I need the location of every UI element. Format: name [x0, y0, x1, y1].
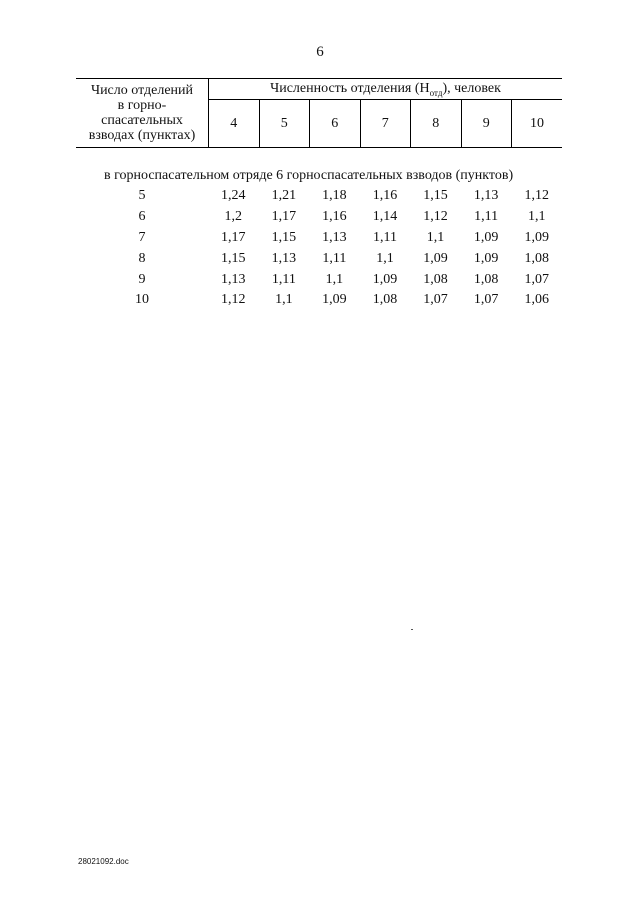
span-header-suffix: ), человек: [442, 80, 501, 96]
table-cell: 1,1: [527, 209, 546, 225]
table-cell: 1,11: [474, 209, 499, 225]
table-cell: 1,16: [322, 209, 347, 225]
table-cell: 1,09: [322, 292, 347, 308]
table-cell: 1,1: [376, 250, 394, 266]
table-cell: 1,11: [372, 229, 397, 245]
table-cell: 1,08: [473, 271, 499, 287]
table-cell: 1,21: [271, 188, 297, 204]
table-cell: 1,13: [271, 250, 297, 266]
column-header: 4: [209, 100, 260, 148]
row-label: 6: [138, 209, 146, 225]
table-row: [76, 207, 562, 228]
table-cell: 1,11: [271, 271, 296, 287]
table-cell: 1,09: [524, 229, 549, 245]
corner-header-line: Число отделений: [90, 83, 194, 98]
corner-header-line: взводах (пунктах): [88, 128, 196, 143]
corner-header-cell: [76, 79, 209, 148]
table-row: [76, 248, 562, 269]
column-header: 10: [512, 100, 563, 148]
table-cell: 1,09: [473, 250, 499, 266]
table-cell: 1,15: [423, 188, 448, 204]
table-cell: 1,11: [322, 250, 347, 266]
table-cell: 1,17: [221, 229, 246, 245]
table-cell: 1,09: [423, 250, 448, 266]
table-cell: 1,07: [524, 271, 549, 287]
table-cell: 1,15: [221, 250, 246, 266]
span-header-prefix: Численность отделения (Н: [270, 80, 430, 96]
table-cell: 1,12: [423, 209, 448, 225]
section-caption: в горноспасательном отряде 6 горноспасательных взводов (пунктов): [104, 168, 514, 183]
span-header-subscript: отд: [429, 87, 443, 98]
column-header: 7: [360, 100, 411, 148]
table-cell: 1,09: [372, 271, 398, 287]
table-cell: 1,13: [473, 188, 499, 204]
table-cell: 1,07: [423, 292, 448, 308]
table-cell: 1,12: [221, 292, 246, 308]
column-header: 9: [461, 100, 512, 148]
data-table: [76, 186, 562, 311]
column-header: 5: [259, 100, 310, 148]
table-cell: 1,1: [325, 271, 344, 287]
footer-file-name: 28021092.doc: [78, 857, 129, 866]
table-cell: 1,16: [372, 188, 398, 204]
row-label: 7: [138, 229, 146, 245]
table-cell: 1,18: [322, 188, 347, 204]
table-cell: 1,17: [271, 209, 297, 225]
table-cell: 1,1: [426, 229, 445, 245]
page-number: 6: [316, 44, 324, 60]
table-cell: 1,08: [423, 271, 448, 287]
table-cell: 1,13: [221, 271, 246, 287]
table-cell: 1,24: [221, 188, 246, 204]
table-cell: 1,13: [322, 229, 347, 245]
table-row: [76, 228, 562, 249]
table-cell: 1,09: [473, 229, 499, 245]
table-row: [76, 269, 562, 290]
table-cell: 1,08: [372, 292, 398, 308]
table-row: [76, 186, 562, 207]
corner-header-line: в горно-: [117, 98, 167, 113]
span-header-cell: [209, 79, 563, 100]
table-cell: 1,2: [224, 209, 243, 225]
table-cell: 1,08: [524, 250, 549, 266]
row-label: 9: [138, 271, 146, 287]
table-row: [76, 290, 562, 311]
table-cell: 1,14: [372, 209, 398, 225]
row-label: 10: [135, 292, 149, 308]
column-header: 8: [411, 100, 462, 148]
row-label: 8: [138, 250, 146, 266]
column-header: 6: [310, 100, 361, 148]
table-header: [76, 78, 562, 148]
table-cell: 1,1: [275, 292, 293, 308]
table-cell: 1,15: [271, 229, 297, 245]
corner-header-line: спасательных: [101, 113, 183, 128]
table-cell: 1,07: [473, 292, 499, 308]
table-cell: 1,12: [524, 188, 549, 204]
row-label: 5: [138, 188, 146, 204]
table-cell: 1,06: [524, 292, 549, 308]
stray-mark: [411, 629, 413, 630]
